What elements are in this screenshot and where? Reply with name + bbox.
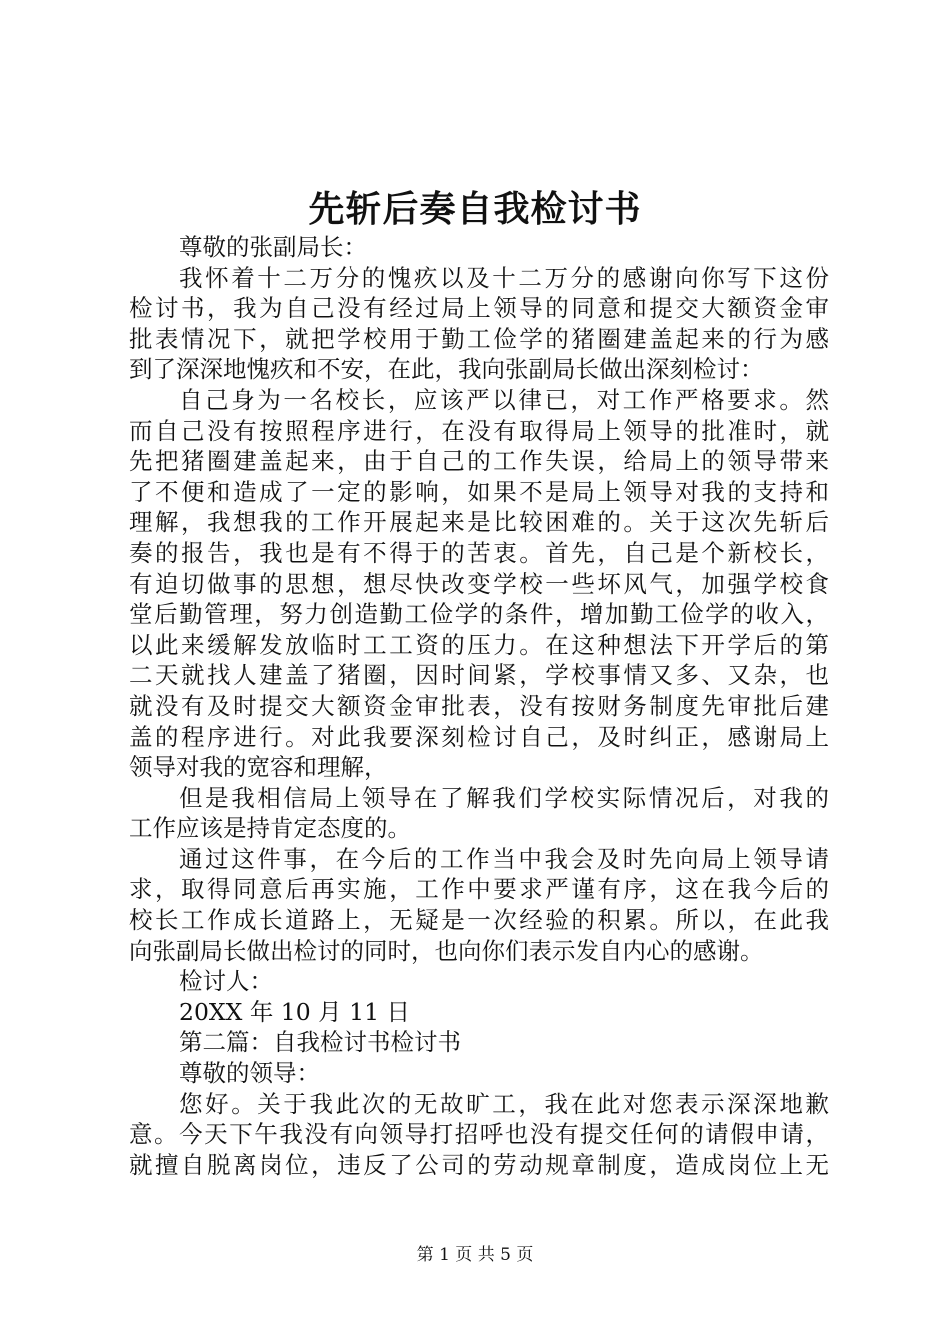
text-line: 了不便和造成了一定的影响，如果不是局上领导对我的支持和 [129,477,829,506]
page-footer: 第 1 页 共 5 页 [416,1245,534,1265]
text-line: 向张副局长做出检讨的同时，也向你们表示发自内心的感谢。 [129,936,764,965]
text-line: 而自己没有按照程序进行，在没有取得局上领导的批准时，就 [129,416,829,445]
text-line: 先把猪圈建盖起来，由于自己的工作失误，给局上的领导带来 [129,447,829,476]
text-line: 批表情况下，就把学校用于勤工俭学的猪圈建盖起来的行为感 [129,324,829,353]
text-line: 工作应该是持肯定态度的。 [129,814,411,843]
text-line: 您好。关于我此次的无故旷工，我在此对您表示深深地歉 [179,1089,829,1118]
document-title: 先斩后奏自我检讨书 [308,188,642,230]
document-body [129,232,829,1180]
text-line: 堂后勤管理，努力创造勤工俭学的条件，增加勤工俭学的收入， [129,600,829,629]
text-line: 理解，我想我的工作开展起来是比较困难的。关于这次先斩后 [129,508,829,537]
text-line: 我怀着十二万分的愧疚以及十二万分的感谢向你写下这份 [179,263,829,292]
text-line: 但是我相信局上领导在了解我们学校实际情况后，对我的 [179,783,829,812]
text-line: 通过这件事，在今后的工作当中我会及时先向局上领导请 [179,844,829,873]
text-line: 二天就找人建盖了猪圈，因时间紧，学校事情又多、又杂，也 [129,661,829,690]
text-line: 盖的程序进行。对此我要深刻检讨自己，及时纠正，感谢局上 [129,722,829,751]
text-line: 尊敬的张副局长： [179,233,367,261]
text-line: 有迫切做事的思想，想尽快改变学校一些坏风气，加强学校食 [129,569,829,598]
text-line: 以此来缓解发放临时工工资的压力。在这种想法下开学后的第 [129,630,829,659]
text-line: 就没有及时提交大额资金审批表，没有按财务制度先审批后建 [129,691,829,720]
text-line: 自己身为一名校长，应该严以律已，对工作严格要求。然 [179,385,829,414]
text-line: 就擅自脱离岗位，违反了公司的劳动规章制度，造成岗位上无 [129,1150,829,1179]
text-line: 尊敬的领导： [179,1059,320,1088]
text-line: 奏的报告，我也是有不得于的苦衷。首先，自己是个新校长， [129,538,829,567]
text-line: 意。今天下午我没有向领导打招呼也没有提交任何的请假申请， [129,1120,829,1149]
text-line: 20XX 年 10 月 11 日 [179,997,411,1026]
text-line: 第二篇：自我检讨书检讨书 [179,1028,461,1057]
text-line: 到了深深地愧疚和不安，在此，我向张副局长做出深刻检讨： [129,355,764,384]
text-line: 检讨书，我为自己没有经过局上领导的同意和提交大额资金审 [129,294,829,323]
text-line: 求，取得同意后再实施，工作中要求严谨有序，这在我今后的 [129,875,829,904]
text-line: 领导对我的宽容和理解， [129,753,388,782]
text-line: 校长工作成长道路上，无疑是一次经验的积累。所以，在此我 [129,906,829,935]
text-line: 检讨人： [179,967,273,996]
